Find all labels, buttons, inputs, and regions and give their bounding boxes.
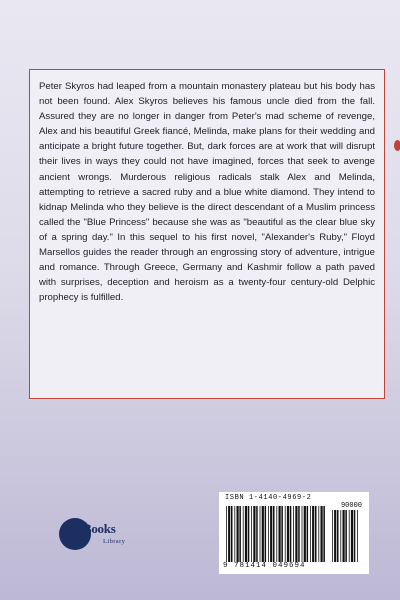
barcode-bar	[253, 506, 255, 562]
barcode-bar	[237, 506, 239, 562]
barcode-bar	[279, 506, 281, 562]
barcode-bar	[231, 506, 233, 562]
barcode-bar	[228, 506, 230, 562]
ean-barcode	[225, 506, 325, 562]
barcode-bar	[318, 506, 319, 562]
barcode-bar	[337, 510, 339, 562]
barcode-bar	[256, 506, 258, 562]
barcode-bar	[340, 510, 341, 562]
edge-decoration	[394, 140, 400, 151]
barcode-bar	[293, 506, 294, 562]
barcode-bar	[226, 506, 227, 562]
barcode-bar	[312, 506, 314, 562]
back-cover-blurb-box	[29, 69, 385, 399]
publisher-logo-sub: Library	[103, 538, 126, 545]
publisher-logo	[59, 518, 139, 550]
barcode-bar	[239, 506, 241, 562]
barcode-bar	[273, 506, 275, 562]
barcode-bar	[307, 506, 309, 562]
barcode-bar	[354, 510, 356, 562]
barcode-bar	[265, 506, 267, 562]
barcode-bar	[243, 506, 244, 562]
barcode-bar	[251, 506, 252, 562]
barcode-bar	[295, 506, 297, 562]
barcode-bar	[315, 506, 317, 562]
barcode-bar	[323, 506, 325, 562]
barcode-bar	[260, 506, 261, 562]
isbn-label: ISBN 1-4140-4969-2	[225, 494, 312, 502]
addon-barcode	[331, 510, 359, 562]
barcode-bar	[332, 510, 333, 562]
barcode-bar	[268, 506, 269, 562]
price-code: 90000	[340, 502, 362, 510]
barcode-bar	[285, 506, 286, 562]
back-cover-blurb: Peter Skyros had leaped from a mountain monastery plateau but his body has not been found. Alex Skyros believes his famous uncle died from the fall. Assured they are no longer in danger from Peter's mad scheme of revenge, Alex and his beautiful Greek fiancé, Melinda, make plans for their wedding and anticipate a bright future together. But, dark forces are at work that will disrupt their lives in ways they could not have imagined, forces that seek to avenge ancient wrongs. Murderous religious radicals stalk Alex and Melinda, attempting to retrieve a sacred ruby and a blue white diamond. They intend to kidnap Melinda who they believe is the direct descendant of a Muslim princess called the "Blue Princess" because she was as "beautiful as the clear blue sky of a spring day." In this sequel to his first novel, "Alexander's Ruby," Floyd Marsellos guides the reader through an engrossing story of adventure, intrigue and romance. Through Greece, Germany and Kashmir follow a path paved with surprises, deception and heroism as a twenty-four century-old Delphic prophecy is fulfilled.	[39, 81, 375, 304]
barcode-bar	[357, 510, 358, 562]
barcode-bar	[290, 506, 292, 562]
barcode-bar	[351, 510, 353, 562]
barcode-block	[219, 492, 369, 574]
barcode-bar	[298, 506, 300, 562]
barcode-bar	[345, 510, 347, 562]
barcode-bar	[245, 506, 247, 562]
barcode-bar	[321, 506, 323, 562]
ean-number: 9 781414 049694	[223, 562, 306, 570]
barcode-bar	[334, 510, 336, 562]
barcode-bar	[302, 506, 303, 562]
barcode-bar	[281, 506, 283, 562]
barcode-bar	[349, 510, 350, 562]
barcode-bar	[270, 506, 272, 562]
barcode-bar	[248, 506, 250, 562]
barcode-bar	[310, 506, 311, 562]
barcode-bar	[276, 506, 277, 562]
barcode-bar	[304, 506, 306, 562]
barcode-bar	[287, 506, 289, 562]
barcode-bar	[234, 506, 235, 562]
barcode-bar	[262, 506, 264, 562]
barcode-bar	[343, 510, 345, 562]
publisher-logo-name: 1stBooks	[68, 521, 116, 536]
